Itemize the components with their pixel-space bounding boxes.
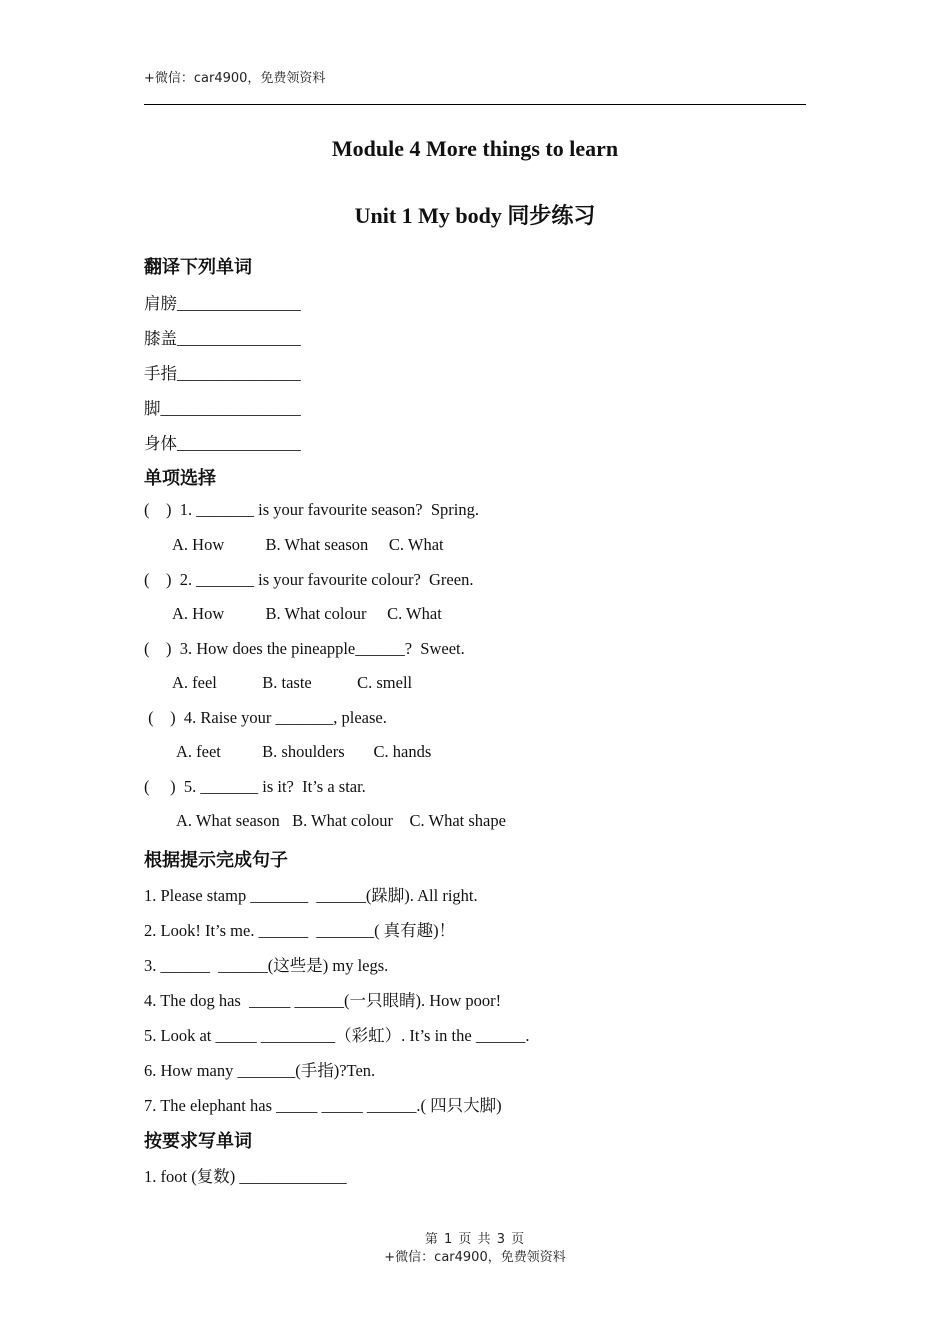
complete-item: 5. Look at _____ _________（彩虹）. It’s in the ______. [144, 1026, 530, 1045]
question-options: A. What season B. What colour C. What shape [176, 811, 506, 830]
complete-item: 2. Look! It’s me. ______ _______( 真有趣)！ [144, 921, 456, 940]
section-heading-choice: 单项选择 [144, 468, 216, 489]
question-stem: ( ) 4. Raise your _______, please. [144, 708, 387, 727]
complete-item: 3. ______ ______(这些是) my legs. [144, 956, 389, 975]
translate-item: 膝盖_______________ [144, 329, 301, 348]
question-options: A. feet B. shoulders C. hands [176, 742, 432, 761]
question-stem: ( ) 5. _______ is it? It’s a star. [144, 777, 366, 796]
header-rule [144, 104, 806, 105]
complete-item: 1. Please stamp _______ ______(跺脚). All right. [144, 886, 478, 905]
write-item: 1. foot (复数) _____________ [144, 1167, 347, 1186]
question-stem: ( ) 1. _______ is your favourite season? Spring. [144, 500, 479, 519]
footer-watermark: +微信：car4900，免费领资料 [384, 1250, 566, 1265]
question-options: A. feel B. taste C. smell [172, 673, 413, 692]
page-title: Module 4 More things to learn [331, 136, 619, 161]
translate-item: 脚_________________ [144, 399, 301, 418]
complete-item: 6. How many _______(手指)?Ten. [144, 1061, 376, 1080]
page-number: 第 1 页 共 3 页 [424, 1232, 526, 1247]
question-stem: ( ) 2. _______ is your favourite colour? Green. [144, 570, 474, 589]
page-subtitle: Unit 1 My body 同步练习 [354, 203, 596, 228]
header-watermark: +微信：car4900，免费领资料 [144, 71, 326, 86]
section-heading-translate: 翻译下列单词 [144, 257, 252, 278]
complete-item: 4. The dog has _____ ______(一只眼睛). How poor! [144, 991, 502, 1010]
complete-item: 7. The elephant has _____ _____ ______.( 四只大脚) [144, 1096, 502, 1115]
question-stem: ( ) 3. How does the pineapple______? Sweet. [144, 639, 465, 658]
question-options: A. How B. What season C. What [172, 535, 444, 554]
section-heading-complete: 根据提示完成句子 [144, 850, 288, 871]
section-heading-write: 按要求写单词 [144, 1131, 252, 1152]
translate-item: 身体_______________ [144, 434, 301, 453]
translate-item: 手指_______________ [144, 364, 301, 383]
question-options: A. How B. What colour C. What [172, 604, 442, 623]
translate-item: 肩膀_______________ [144, 294, 301, 313]
